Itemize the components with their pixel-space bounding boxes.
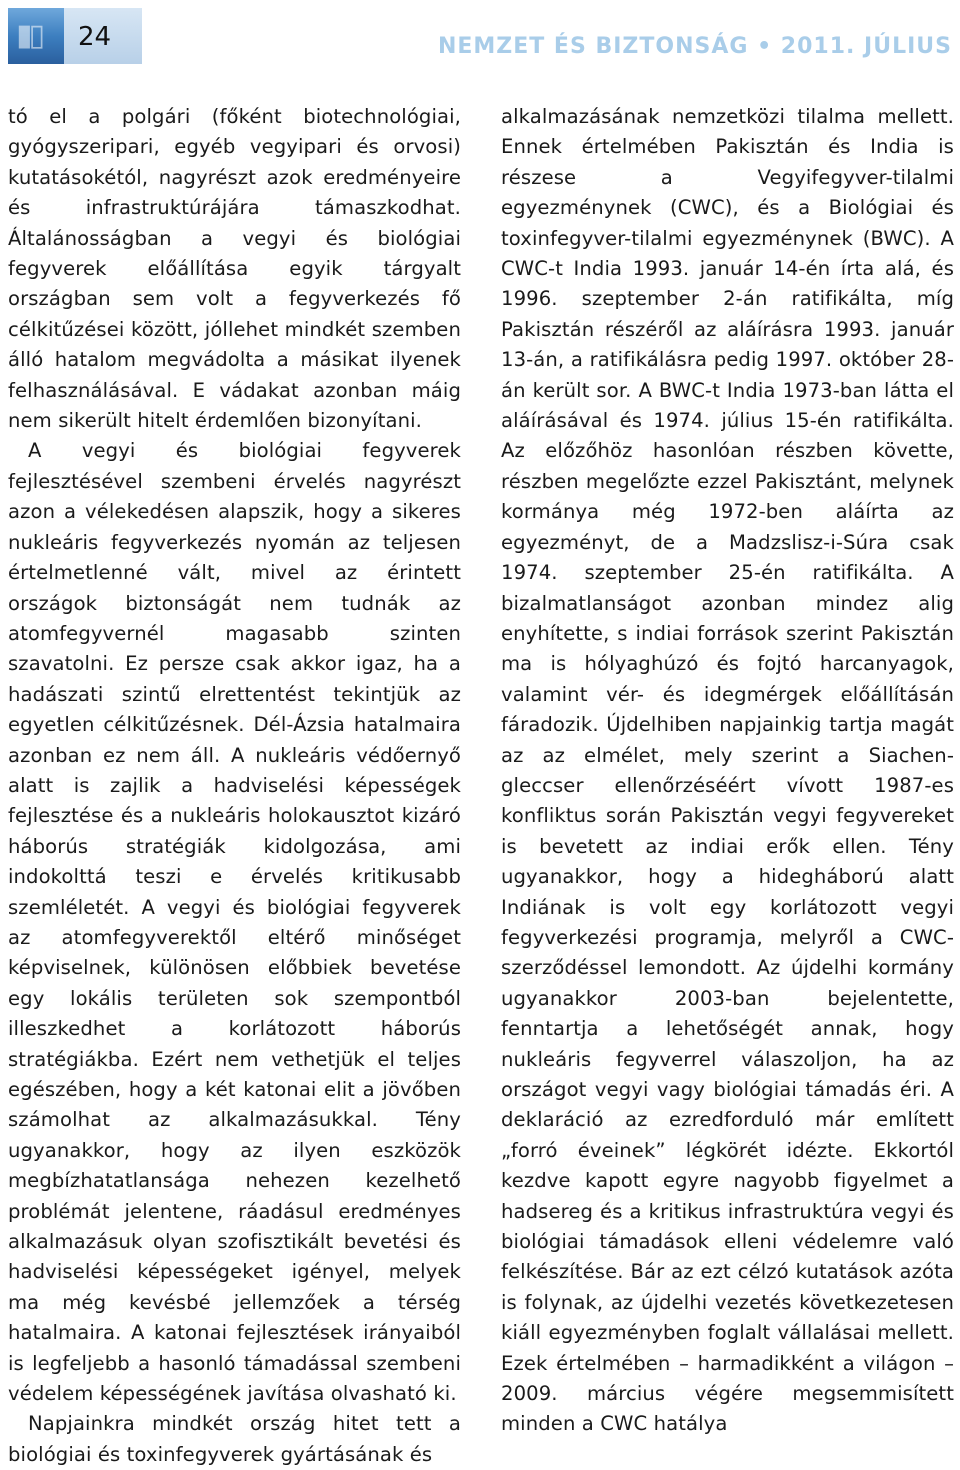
- page-number: 24: [78, 22, 112, 52]
- page-header: [0, 0, 960, 80]
- paragraph: A vegyi és biológiai fegyverek fejlesztésével szembeni érvelés nagyrészt azon a vélekedésen alapszik, hogy a sikeres nukleáris fegyverkezés nyomán az teljesen értelmetlenné vált, mivel az érintett országok biztonságát nem tudnák az atomfegyvernél magasabb szinten szavatolni. Ez persze csak akkor igaz, ha a hadászati szintű elrettentést tekintjük az egyetlen célkitűzésnek. Dél-Ázsia hatalmaira azonban ez nem áll. A nukleáris védőernyő alatt is zajlik a hadviselési képességek fejlesztése és a nukleáris holokausztot kizáró háborús stratégiák kidolgozása, ami indokolttá teszi e érvelés kritikusabb szemléletét. A vegyi és biológiai fegyverek az atomfegyverektől eltérő minőséget képviselnek, különösen előbbiek bevetése egy lokális területen sok szempontból illeszkedhet a korlátozott háborús stratégiákba. Ezért nem vethetjük el teljes egészében, hogy a két katonai elit a jövőben számolhat az alkalmazásukkal. Tény ugyanakkor, hogy az ilyen eszközök megbízhatatlansága nehezen kezelhető problémát jelentene, ráadásul eredményes alkalmazásuk olyan szofisztikált bevetési és hadviselési képességeket igényel, melyek ma még kevésbé jellemzőek a térség hatalmaira. A katonai fejlesztések irányaiból is legfeljebb a hasonló támadással szembeni védelem képességének javítása olvasható ki.: [8, 439, 461, 1406]
- page-number-box: [64, 8, 142, 64]
- logo-mark-icon: ▮▯: [16, 18, 42, 53]
- right-column: [501, 102, 954, 1436]
- magazine-logo: [8, 8, 64, 64]
- left-column: [8, 102, 461, 1466]
- paragraph: tó el a polgári (főként biotechnológiai, gyógyszeripari, egyéb vegyipari és orvosi) kutatásokétól, nagyrészt azok eredményeire és infrastruktúrájára támaszkodhat. Általánosságban a vegyi és biológiai fegyverek előállítása egyik tárgyalt országban sem volt a fegyverkezés fő célkitűzései között, jóllehet mindkét szemben álló hatalom megvádolta a másikat ilyenek felhasználásával. E vádakat azonban máig nem sikerült hitelt érdemlően bizonyítani.: [8, 105, 461, 433]
- article-body: [8, 102, 954, 1466]
- running-title: NEMZET ÉS BIZTONSÁG • 2011. JÚLIUS: [437, 34, 952, 59]
- paragraph: alkalmazásának nemzetközi tilalma mellett. Ennek értelmében Pakisztán és India is részese a Vegyifegyver-tilalmi egyezménynek (CWC), és a Biológiai és toxinfegyver-tilalmi egyezménynek (BWC). A CWC-t India 1993. január 14-én írta alá, és 1996. szeptember 2-án ratifikálta, míg Pakisztán részéről az aláírásra 1993. január 13-án, a ratifikálásra pedig 1997. október 28-án került sor. A BWC-t India 1973-ban látta el aláírásával és 1974. július 15-én ratifikálta. Az előzőhöz hasonlóan részben követte, részben megelőzte ezzel Pakisztánt, melynek kormánya még 1972-ben aláírta az egyezményt, de a Madzslisz-i-Súra csak 1974. szeptember 25-én ratifikálta. A bizalmatlanságot azonban mindez alig enyhítette, s indiai források szerint Pakisztán ma is hólyaghúzó és fojtó harcanyagok, valamint vér- és idegmérgek előállításán fáradozik. Újdelhiben napjainkig tartja magát az az elmélet, mely szerint a Siachen-gleccser ellenőrzéséért vívott 1987-es konfliktus során Pakisztán vegyi fegyvereket is bevetett az indiai erők ellen. Tény ugyanakkor, hogy a hidegháború alatt Indiának is volt egy korlátozott vegyi fegyverkezési programja, melyről a CWC-szerződéssel lemondott. Az újdelhi kormány ugyanakkor 2003-ban bejelentette, fenntartja a lehetőségét annak, hogy nukleáris fegyverrel válaszoljon, ha az országot vegyi vagy biológiai támadás éri. A deklaráció az ezredforduló már említett „forró éveinek” légkörét idézte. Ekkortól kezdve kapott egyre nagyobb figyelmet a hadsereg és a kritikus infrastruktúra vegyi és biológiai támadások elleni védelemre való felkészítése. Bár az ezt célzó kutatások azóta is folynak, az újdelhi vezetés következetesen kiáll egyezményben foglalt vállalásai mellett. Ezek értelmében – harmadikként a világon – 2009. március végére megsemmisített minden a CWC hatálya: [501, 105, 954, 1436]
- paragraph: Napjainkra mindkét ország hitet tett a biológiai és toxinfegyverek gyártásának és: [8, 1412, 461, 1466]
